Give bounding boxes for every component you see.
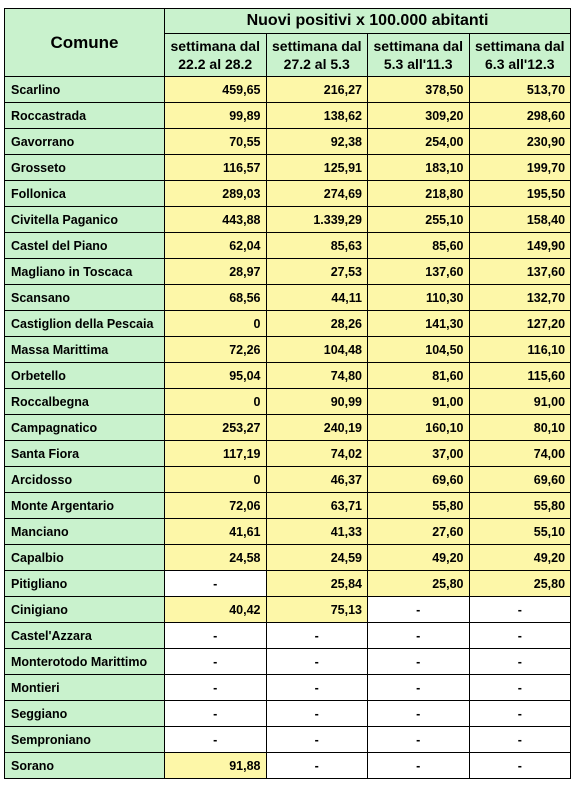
- comune-name: Montieri: [5, 675, 165, 701]
- value-cell: 25,80: [368, 571, 470, 597]
- comune-name: Sorano: [5, 753, 165, 779]
- table-row: [5, 233, 571, 259]
- comune-name: Manciano: [5, 519, 165, 545]
- comune-name: Santa Fiora: [5, 441, 165, 467]
- value-cell: 138,62: [266, 103, 368, 129]
- value-cell: 255,10: [368, 207, 470, 233]
- value-cell: 55,80: [368, 493, 470, 519]
- comune-name: Castiglion della Pescaia: [5, 311, 165, 337]
- comune-name: Seggiano: [5, 701, 165, 727]
- value-cell: 74,02: [266, 441, 368, 467]
- table-row: [5, 285, 571, 311]
- value-cell: -: [266, 727, 368, 753]
- table-row: [5, 649, 571, 675]
- value-cell: 46,37: [266, 467, 368, 493]
- value-cell: -: [469, 623, 571, 649]
- value-cell: -: [368, 675, 470, 701]
- value-cell: 298,60: [469, 103, 571, 129]
- value-cell: -: [469, 675, 571, 701]
- column-header-week-4: settimana dal 6.3 all'12.3: [469, 34, 571, 77]
- value-cell: 230,90: [469, 129, 571, 155]
- value-cell: 104,48: [266, 337, 368, 363]
- value-cell: 115,60: [469, 363, 571, 389]
- table-row: [5, 259, 571, 285]
- comune-name: Monte Argentario: [5, 493, 165, 519]
- value-cell: 309,20: [368, 103, 470, 129]
- value-cell: 117,19: [165, 441, 267, 467]
- value-cell: 110,30: [368, 285, 470, 311]
- table-header: [5, 9, 571, 77]
- value-cell: -: [266, 675, 368, 701]
- value-cell: 160,10: [368, 415, 470, 441]
- column-header-comune: Comune: [5, 9, 165, 77]
- comune-name: Roccalbegna: [5, 389, 165, 415]
- value-cell: 513,70: [469, 77, 571, 103]
- value-cell: 0: [165, 467, 267, 493]
- value-cell: 70,55: [165, 129, 267, 155]
- value-cell: 289,03: [165, 181, 267, 207]
- comune-name: Monterotodo Marittimo: [5, 649, 165, 675]
- value-cell: -: [165, 623, 267, 649]
- table-row: [5, 103, 571, 129]
- value-cell: 459,65: [165, 77, 267, 103]
- value-cell: 41,61: [165, 519, 267, 545]
- comune-name: Capalbio: [5, 545, 165, 571]
- table-row: [5, 77, 571, 103]
- value-cell: 378,50: [368, 77, 470, 103]
- table-row: [5, 337, 571, 363]
- value-cell: -: [469, 701, 571, 727]
- value-cell: -: [469, 753, 571, 779]
- value-cell: 141,30: [368, 311, 470, 337]
- value-cell: 91,00: [368, 389, 470, 415]
- value-cell: 41,33: [266, 519, 368, 545]
- value-cell: 25,80: [469, 571, 571, 597]
- value-cell: -: [165, 571, 267, 597]
- value-cell: 80,10: [469, 415, 571, 441]
- value-cell: 28,97: [165, 259, 267, 285]
- value-cell: 62,04: [165, 233, 267, 259]
- comune-name: Castel del Piano: [5, 233, 165, 259]
- value-cell: 85,60: [368, 233, 470, 259]
- value-cell: -: [368, 753, 470, 779]
- value-cell: 81,60: [368, 363, 470, 389]
- value-cell: 0: [165, 311, 267, 337]
- comune-name: Roccastrada: [5, 103, 165, 129]
- value-cell: 72,26: [165, 337, 267, 363]
- value-cell: 137,60: [469, 259, 571, 285]
- table-row: [5, 467, 571, 493]
- table-row: [5, 363, 571, 389]
- comune-name: Scarlino: [5, 77, 165, 103]
- table-row: [5, 389, 571, 415]
- table-row: [5, 519, 571, 545]
- value-cell: 104,50: [368, 337, 470, 363]
- value-cell: 132,70: [469, 285, 571, 311]
- value-cell: 24,59: [266, 545, 368, 571]
- value-cell: -: [469, 727, 571, 753]
- value-cell: 55,80: [469, 493, 571, 519]
- value-cell: 74,00: [469, 441, 571, 467]
- table-row: [5, 597, 571, 623]
- table-row: [5, 493, 571, 519]
- value-cell: -: [368, 597, 470, 623]
- value-cell: 149,90: [469, 233, 571, 259]
- value-cell: -: [368, 701, 470, 727]
- table-row: [5, 727, 571, 753]
- table-title: Nuovi positivi x 100.000 abitanti: [165, 9, 571, 34]
- column-header-week-3: settimana dal 5.3 all'11.3: [368, 34, 470, 77]
- table-row: [5, 623, 571, 649]
- table-row: [5, 675, 571, 701]
- value-cell: 72,06: [165, 493, 267, 519]
- table-row: [5, 129, 571, 155]
- value-cell: 92,38: [266, 129, 368, 155]
- value-cell: 28,26: [266, 311, 368, 337]
- value-cell: 85,63: [266, 233, 368, 259]
- value-cell: -: [266, 753, 368, 779]
- comune-name: Cinigiano: [5, 597, 165, 623]
- table-row: [5, 441, 571, 467]
- table-row: [5, 311, 571, 337]
- comune-name: Civitella Paganico: [5, 207, 165, 233]
- value-cell: 91,00: [469, 389, 571, 415]
- value-cell: 95,04: [165, 363, 267, 389]
- value-cell: -: [266, 649, 368, 675]
- value-cell: 127,20: [469, 311, 571, 337]
- value-cell: 40,42: [165, 597, 267, 623]
- value-cell: 183,10: [368, 155, 470, 181]
- value-cell: -: [368, 649, 470, 675]
- value-cell: -: [266, 623, 368, 649]
- value-cell: -: [469, 649, 571, 675]
- comune-name: Magliano in Toscaca: [5, 259, 165, 285]
- value-cell: 125,91: [266, 155, 368, 181]
- value-cell: 99,89: [165, 103, 267, 129]
- table-row: [5, 701, 571, 727]
- value-cell: 74,80: [266, 363, 368, 389]
- comune-name: Scansano: [5, 285, 165, 311]
- value-cell: -: [165, 675, 267, 701]
- value-cell: 199,70: [469, 155, 571, 181]
- comune-name: Pitigliano: [5, 571, 165, 597]
- value-cell: 27,60: [368, 519, 470, 545]
- value-cell: 253,27: [165, 415, 267, 441]
- value-cell: 116,57: [165, 155, 267, 181]
- comune-name: Grosseto: [5, 155, 165, 181]
- value-cell: 44,11: [266, 285, 368, 311]
- value-cell: 158,40: [469, 207, 571, 233]
- value-cell: 240,19: [266, 415, 368, 441]
- value-cell: 49,20: [469, 545, 571, 571]
- value-cell: -: [368, 727, 470, 753]
- value-cell: 0: [165, 389, 267, 415]
- value-cell: -: [165, 701, 267, 727]
- table-row: [5, 571, 571, 597]
- value-cell: 69,60: [469, 467, 571, 493]
- value-cell: -: [266, 701, 368, 727]
- value-cell: -: [368, 623, 470, 649]
- value-cell: 90,99: [266, 389, 368, 415]
- value-cell: 91,88: [165, 753, 267, 779]
- comune-name: Castel'Azzara: [5, 623, 165, 649]
- comune-name: Massa Marittima: [5, 337, 165, 363]
- comune-name: Follonica: [5, 181, 165, 207]
- value-cell: 24,58: [165, 545, 267, 571]
- column-header-week-2: settimana dal 27.2 al 5.3: [266, 34, 368, 77]
- comune-name: Gavorrano: [5, 129, 165, 155]
- value-cell: 37,00: [368, 441, 470, 467]
- table-row: [5, 753, 571, 779]
- value-cell: 137,60: [368, 259, 470, 285]
- value-cell: 75,13: [266, 597, 368, 623]
- comune-name: Orbetello: [5, 363, 165, 389]
- column-header-week-1: settimana dal 22.2 al 28.2: [165, 34, 267, 77]
- value-cell: -: [469, 597, 571, 623]
- value-cell: -: [165, 727, 267, 753]
- value-cell: 49,20: [368, 545, 470, 571]
- table-body: [5, 77, 571, 779]
- value-cell: 443,88: [165, 207, 267, 233]
- comune-name: Arcidosso: [5, 467, 165, 493]
- table-row: [5, 545, 571, 571]
- table-row: [5, 155, 571, 181]
- table-row: [5, 207, 571, 233]
- value-cell: 195,50: [469, 181, 571, 207]
- value-cell: 218,80: [368, 181, 470, 207]
- value-cell: 116,10: [469, 337, 571, 363]
- value-cell: 1.339,29: [266, 207, 368, 233]
- value-cell: 55,10: [469, 519, 571, 545]
- value-cell: 69,60: [368, 467, 470, 493]
- value-cell: 27,53: [266, 259, 368, 285]
- value-cell: -: [165, 649, 267, 675]
- value-cell: 274,69: [266, 181, 368, 207]
- table-row: [5, 181, 571, 207]
- value-cell: 63,71: [266, 493, 368, 519]
- value-cell: 25,84: [266, 571, 368, 597]
- comune-name: Campagnatico: [5, 415, 165, 441]
- value-cell: 68,56: [165, 285, 267, 311]
- positives-table: [4, 8, 571, 779]
- table-row: [5, 415, 571, 441]
- value-cell: 254,00: [368, 129, 470, 155]
- comune-name: Semproniano: [5, 727, 165, 753]
- value-cell: 216,27: [266, 77, 368, 103]
